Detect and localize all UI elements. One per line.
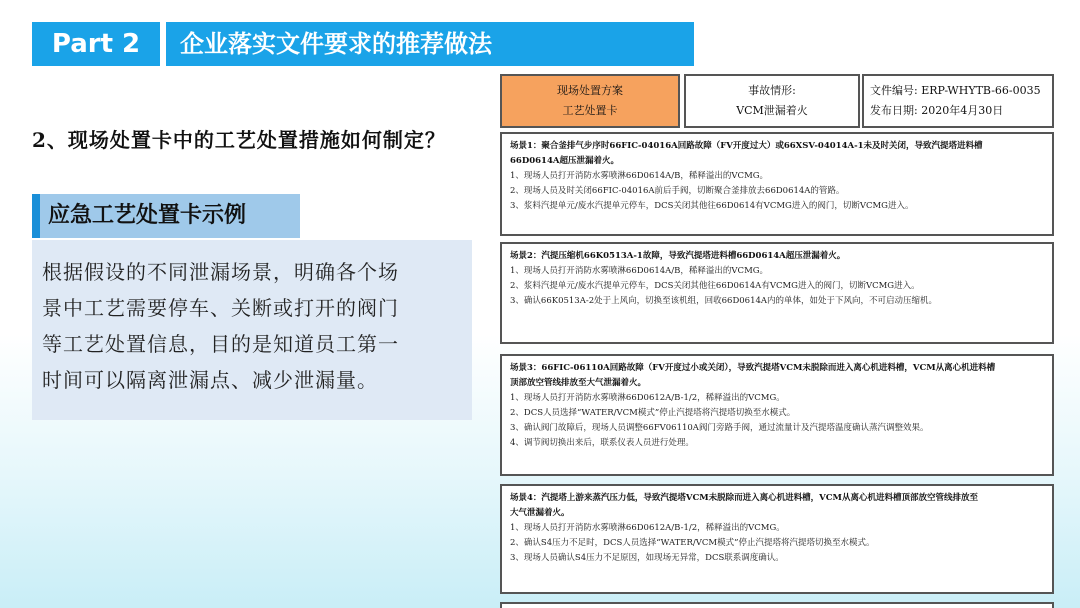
section-title: 企业落实文件要求的推荐做法 [166,22,694,66]
incident-line: VCM泄漏着火 [736,104,808,117]
scenario-box [500,354,1054,476]
scenario-title: 66D0614A超压泄漏着火。 [510,156,619,166]
card-header [496,74,1056,128]
scenario-step: 3、浆料汽提单元/废水汽提单元停车，DCS关闭其他往66D0614有VCMG进入的阀门，切断VCMG进入。 [510,201,914,211]
scenario-step: 3、确认阀门故障后，现场人员调整66FV06110A阀门旁路手阀，通过流量计及汽提塔温度确认蒸汽调整效果。 [510,423,929,433]
scenario-step: 2、DCS人员选择“WATER/VCM模式”停止汽提塔将汽提塔切换至水模式。 [510,408,796,418]
question-heading: 2、现场处置卡中的工艺处置措施如何制定？ [32,128,446,152]
document-number: 文件编号: ERP-WHYTB-66-0035 [870,84,1041,97]
example-description [32,240,472,420]
scenario-step: 1、现场人员打开消防水雾喷淋66D0614A/B，稀释溢出的VCMG。 [510,171,769,181]
scenario-box [500,132,1054,236]
example-line: 时间可以隔离泄漏点、减少泄漏量。 [42,368,378,392]
example-line: 等工艺处置信息，目的是知道员工第一 [42,332,399,356]
incident-cell [684,74,860,128]
scenario-box-partial [500,602,1054,608]
example-line: 根据假设的不同泄漏场景，明确各个场 [42,260,399,284]
example-heading: 应急工艺处置卡示例 [32,194,300,238]
scenario-title: 场景3：66FIC-06110A回路故障（FV开度过小或关闭），导致汽提塔VCM未脱除而进入离心机进料槽，VCM从离心机进料槽 [510,363,996,373]
process-disposal-card [496,74,1056,608]
scenario-step: 2、浆料汽提单元/废水汽提单元停车，DCS关闭其他往66D0614A有VCMG进入的阀门，切断VCMG进入。 [510,281,920,291]
scenario-step: 4、调节阀切换出来后，联系仪表人员进行处理。 [510,438,694,448]
scenario-step: 1、现场人员打开消防水雾喷淋66D0612A/B-1/2，稀释溢出的VCMG。 [510,523,785,533]
scenario-title: 顶部放空管线排放至大气泄漏着火。 [510,378,647,388]
scenario-box [500,484,1054,594]
scenario-step: 2、确认S4压力不足时，DCS人员选择“WATER/VCM模式”停止汽提塔将汽提塔切换至水模式。 [510,538,875,548]
scenario-box [500,242,1054,344]
incident-line: 事故情形: [748,84,796,97]
card-type-line: 工艺处置卡 [562,104,618,117]
publish-date: 发布日期: 2020年4月30日 [870,104,1004,117]
scenario-step: 3、确认66K0513A-2处于上风向，切换至该机组，回收66D0614A内的单体，如处于下风向，不可启动压缩机。 [510,296,938,306]
scenario-step: 1、现场人员打开消防水雾喷淋66D0614A/B，稀释溢出的VCMG。 [510,266,769,276]
scenario-step: 1、现场人员打开消防水雾喷淋66D0612A/B-1/2，稀释溢出的VCMG。 [510,393,785,403]
scenario-title: 场景4：汽提塔上游来蒸汽压力低，导致汽提塔VCM未脱除而进入离心机进料槽，VCM从离心机进料槽顶部放空管线排放至 [510,493,978,503]
part-label: Part 2 [32,22,160,66]
card-type-cell [500,74,680,128]
example-line: 景中工艺需要停车、关断或打开的阀门 [42,296,399,320]
document-info-cell [862,74,1054,128]
scenario-title: 大气泄漏着火。 [510,508,570,518]
scenario-title: 场景1：聚合釜排气步序时66FIC-04016A回路故障（FV开度过大）或66XSV-04014A-1未及时关闭，导致汽提塔进料槽 [510,141,983,151]
scenario-title: 场景2：汽提压缩机66K0513A-1故障，导致汽提塔进料槽66D0614A超压泄漏着火。 [510,251,846,261]
scenario-step: 3、现场人员确认S4压力不足原因，如现场无异常，DCS联系调度确认。 [510,553,784,563]
card-type-line: 现场处置方案 [557,84,623,97]
scenario-step: 2、现场人员及时关闭66FIC-04016A前后手阀，切断聚合釜排放去66D0614A的管路。 [510,186,845,196]
